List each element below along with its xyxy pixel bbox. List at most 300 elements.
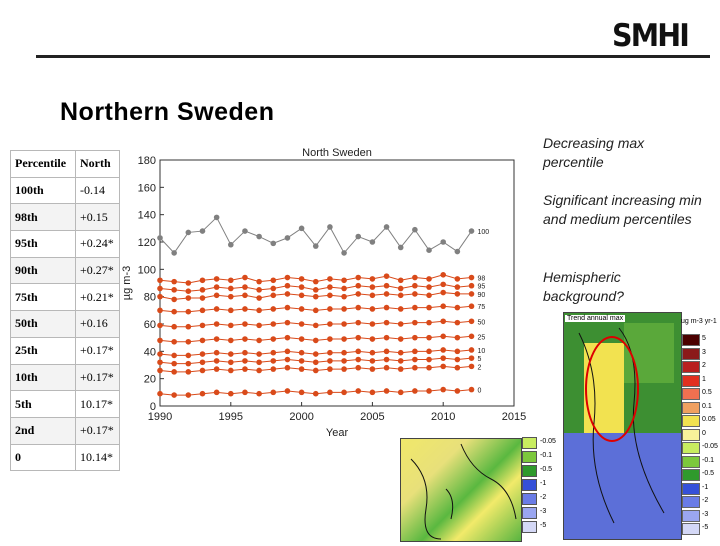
data-point: [270, 336, 276, 342]
data-point: [313, 287, 319, 293]
data-point: [242, 228, 248, 234]
data-point: [398, 245, 404, 251]
x-tick-label: 2015: [501, 411, 527, 423]
data-point: [426, 388, 432, 394]
data-point: [370, 276, 376, 282]
colorbar-label: 0.1: [702, 402, 712, 410]
data-point: [186, 339, 192, 345]
data-point: [299, 390, 305, 396]
y-tick-label: 100: [137, 264, 156, 277]
left-colorbar-swatch: [522, 507, 537, 519]
left-colorbar-label: -3: [540, 508, 547, 515]
percentile-cell: 25th: [11, 337, 76, 364]
data-point: [157, 368, 163, 374]
data-point: [171, 279, 177, 285]
colorbar-label: 0.05: [702, 416, 716, 423]
data-point: [256, 323, 262, 329]
trend-value-cell: +0.17*: [76, 337, 120, 364]
percentile-cell: 100th: [11, 177, 76, 204]
left-colorbar-swatch: [522, 493, 537, 505]
y-tick-label: 40: [143, 346, 156, 359]
data-point: [157, 294, 163, 300]
data-point: [200, 308, 206, 314]
data-point: [214, 306, 220, 312]
data-point: [341, 390, 347, 396]
table-header-north: North: [76, 151, 120, 178]
data-point: [299, 226, 305, 232]
data-point: [412, 320, 418, 326]
data-point: [200, 277, 206, 283]
colorbar-swatch: [682, 442, 700, 454]
data-point: [256, 295, 262, 301]
data-point: [469, 347, 475, 353]
data-point: [412, 357, 418, 363]
x-tick-label: 2010: [430, 411, 456, 423]
data-point: [228, 359, 234, 365]
data-point: [370, 336, 376, 342]
colorbar-label: 2: [702, 362, 706, 369]
data-point: [299, 293, 305, 299]
data-point: [214, 366, 220, 372]
data-point: [299, 366, 305, 372]
data-point: [157, 391, 163, 397]
data-point: [270, 366, 276, 372]
percentile-cell: 0: [11, 444, 76, 471]
data-point: [313, 279, 319, 285]
data-point: [186, 353, 192, 359]
data-point: [341, 350, 347, 356]
data-point: [327, 284, 333, 290]
trend-value-cell: +0.16: [76, 311, 120, 338]
data-point: [355, 349, 361, 355]
table-header-percentile: Percentile: [11, 151, 76, 178]
data-point: [186, 361, 192, 367]
colorbar-swatch: [682, 375, 700, 387]
data-point: [341, 306, 347, 312]
trend-value-cell: +0.24*: [76, 231, 120, 258]
data-point: [256, 391, 262, 397]
data-point: [341, 321, 347, 327]
colorbar-label: 0: [702, 429, 706, 437]
x-axis-label: Year: [325, 427, 349, 439]
data-point: [214, 336, 220, 342]
series-label: 2: [477, 364, 482, 372]
colorbar-swatch: [682, 523, 700, 535]
note-hemispheric: Hemispheric background?: [543, 269, 624, 304]
data-point: [469, 387, 475, 393]
data-point: [214, 358, 220, 364]
data-point: [157, 286, 163, 292]
percentile-cell: 5th: [11, 391, 76, 418]
data-point: [384, 365, 390, 371]
data-point: [228, 277, 234, 283]
percentile-cell: 2nd: [11, 417, 76, 444]
table-row: [11, 337, 120, 364]
data-point: [228, 391, 234, 397]
data-point: [412, 305, 418, 311]
trend-value-cell: +0.17*: [76, 417, 120, 444]
data-point: [355, 365, 361, 371]
data-point: [455, 388, 461, 394]
colorbar-label: -0.05: [702, 443, 718, 450]
data-point: [455, 284, 461, 290]
note-increasing-min: Significant increasing min and medium percentiles: [543, 192, 702, 227]
data-point: [299, 284, 305, 290]
x-tick-label: 2000: [289, 411, 314, 423]
data-point: [355, 291, 361, 297]
data-point: [270, 241, 276, 247]
data-point: [270, 321, 276, 327]
left-colorbar-label: -2: [540, 494, 547, 501]
data-point: [426, 293, 432, 299]
percentile-cell: 98th: [11, 204, 76, 231]
left-colorbar-label: -0.05: [540, 438, 556, 445]
data-point: [384, 357, 390, 363]
data-point: [341, 286, 347, 292]
data-point: [313, 391, 319, 397]
data-point: [398, 306, 404, 312]
data-point: [186, 288, 192, 294]
data-point: [228, 286, 234, 292]
data-point: [214, 321, 220, 327]
data-point: [242, 350, 248, 356]
data-point: [370, 350, 376, 356]
data-point: [327, 306, 333, 312]
data-point: [469, 275, 475, 281]
data-point: [228, 242, 234, 248]
data-point: [285, 305, 291, 311]
data-point: [412, 227, 418, 233]
table-row: [11, 311, 120, 338]
data-point: [341, 358, 347, 364]
y-tick-label: 0: [149, 401, 156, 413]
x-tick-label: 2005: [360, 411, 385, 423]
data-point: [327, 224, 333, 230]
data-point: [171, 250, 177, 256]
y-tick-label: 80: [143, 291, 156, 304]
data-point: [242, 293, 248, 299]
left-colorbar-label: -0.1: [540, 452, 553, 459]
colorbar-swatch: [682, 388, 700, 400]
coastline-lines-left: [401, 439, 521, 541]
data-point: [341, 250, 347, 256]
data-point: [398, 350, 404, 356]
data-point: [242, 336, 248, 342]
data-point: [327, 350, 333, 356]
data-point: [285, 283, 291, 289]
data-point: [355, 283, 361, 289]
data-point: [157, 351, 163, 357]
left-colorbar-swatch: [522, 479, 537, 491]
left-colorbar-label: -0.5: [540, 466, 553, 473]
highlight-ellipse: [585, 336, 639, 442]
data-point: [157, 308, 163, 314]
colorbar-label: -5: [702, 524, 709, 531]
data-point: [384, 305, 390, 311]
data-point: [355, 335, 361, 341]
colorbar-swatch: [682, 456, 700, 468]
data-point: [242, 284, 248, 290]
data-point: [285, 275, 291, 281]
map-unit: ug m-3 yr-1: [681, 318, 717, 325]
data-point: [270, 306, 276, 312]
data-point: [384, 335, 390, 341]
y-tick-label: 20: [143, 373, 156, 386]
data-point: [370, 390, 376, 396]
data-point: [313, 368, 319, 374]
table-row: [11, 204, 120, 231]
chart-title: North Sweden: [302, 147, 372, 159]
data-point: [398, 277, 404, 283]
data-point: [200, 368, 206, 374]
data-point: [355, 305, 361, 311]
data-point: [355, 234, 361, 240]
colorbar-swatch: [682, 415, 700, 427]
data-point: [440, 318, 446, 324]
data-point: [398, 390, 404, 396]
data-point: [440, 290, 446, 296]
y-tick-label: 60: [143, 319, 156, 331]
data-point: [270, 277, 276, 283]
data-point: [256, 234, 262, 240]
data-point: [455, 249, 461, 255]
data-point: [228, 308, 234, 314]
colorbar-label: 1: [702, 375, 706, 383]
data-point: [384, 291, 390, 297]
trend-value-cell: 10.17*: [76, 391, 120, 418]
data-point: [256, 338, 262, 344]
data-point: [157, 323, 163, 329]
left-colorbar-swatch: [522, 521, 537, 533]
data-point: [299, 321, 305, 327]
data-point: [270, 358, 276, 364]
data-point: [327, 366, 333, 372]
series-label: 75: [477, 304, 486, 312]
data-point: [370, 239, 376, 245]
data-point: [370, 284, 376, 290]
data-point: [398, 321, 404, 327]
colorbar-label: -2: [702, 497, 709, 504]
table-row: [11, 417, 120, 444]
data-point: [426, 247, 432, 253]
data-point: [469, 318, 475, 324]
data-point: [398, 366, 404, 372]
data-point: [412, 388, 418, 394]
data-point: [285, 388, 291, 394]
data-point: [242, 275, 248, 281]
data-point: [384, 283, 390, 289]
data-point: [455, 291, 461, 297]
series-label: 0: [477, 387, 482, 395]
table-row: [11, 257, 120, 284]
data-point: [299, 358, 305, 364]
data-point: [469, 334, 475, 340]
data-point: [256, 308, 262, 314]
data-point: [313, 308, 319, 314]
data-point: [186, 324, 192, 330]
data-point: [384, 224, 390, 230]
data-point: [242, 321, 248, 327]
series-label: 5: [477, 356, 482, 364]
colorbar-label: -0.1: [702, 456, 715, 464]
data-point: [299, 276, 305, 282]
series-label: 50: [477, 319, 486, 327]
colorbar-label: 0.5: [702, 389, 712, 396]
data-point: [440, 282, 446, 288]
data-point: [171, 361, 177, 367]
data-point: [242, 366, 248, 372]
data-point: [469, 291, 475, 297]
data-point: [412, 349, 418, 355]
table-header-row: [11, 151, 120, 178]
data-point: [469, 303, 475, 309]
data-point: [440, 303, 446, 309]
data-point: [398, 286, 404, 292]
colorbar-label: -3: [702, 510, 709, 518]
data-point: [426, 320, 432, 326]
table-row: [11, 364, 120, 391]
data-point: [228, 338, 234, 344]
data-point: [341, 366, 347, 372]
percentile-cell: 90th: [11, 257, 76, 284]
data-point: [186, 392, 192, 398]
data-point: [256, 279, 262, 285]
data-point: [426, 357, 432, 363]
data-point: [171, 297, 177, 303]
left-colorbar-label: -1: [540, 480, 547, 487]
data-point: [327, 336, 333, 342]
data-point: [299, 306, 305, 312]
series-label: 25: [477, 334, 486, 342]
y-tick-label: 140: [137, 209, 156, 222]
data-point: [171, 392, 177, 398]
data-point: [228, 368, 234, 374]
data-point: [256, 287, 262, 293]
data-point: [285, 335, 291, 341]
data-point: [228, 294, 234, 300]
data-point: [455, 357, 461, 363]
colorbar-label: 3: [702, 348, 706, 356]
data-point: [157, 277, 163, 283]
colorbar-swatch: [682, 483, 700, 495]
data-point: [200, 359, 206, 365]
table-row: [11, 444, 120, 471]
x-tick-label: 1995: [218, 411, 244, 423]
data-point: [313, 351, 319, 357]
data-point: [214, 390, 220, 396]
data-point: [398, 358, 404, 364]
colorbar-label: -1: [702, 483, 709, 491]
table-row: [11, 284, 120, 311]
data-point: [327, 390, 333, 396]
data-point: [398, 336, 404, 342]
data-point: [200, 228, 206, 234]
smhi-logo: SMHI: [612, 18, 689, 54]
data-point: [327, 276, 333, 282]
trend-value-cell: +0.17*: [76, 364, 120, 391]
data-point: [341, 336, 347, 342]
data-point: [214, 293, 220, 299]
data-point: [412, 275, 418, 281]
colorbar-swatch: [682, 469, 700, 481]
trend-map-left: [400, 438, 522, 542]
data-point: [313, 323, 319, 329]
x-tick-label: 1990: [147, 411, 173, 423]
data-point: [455, 335, 461, 341]
data-point: [171, 324, 177, 330]
data-point: [171, 309, 177, 315]
series-label: 95: [477, 283, 486, 291]
data-point: [270, 293, 276, 299]
data-point: [355, 388, 361, 394]
data-point: [200, 295, 206, 301]
left-colorbar-swatch: [522, 465, 537, 477]
data-point: [355, 357, 361, 363]
data-point: [384, 320, 390, 326]
data-point: [440, 364, 446, 370]
left-colorbar-label: -5: [540, 522, 547, 529]
data-point: [200, 391, 206, 397]
data-point: [256, 359, 262, 365]
data-point: [440, 272, 446, 278]
data-point: [285, 291, 291, 297]
data-point: [256, 351, 262, 357]
colorbar-swatch: [682, 510, 700, 522]
series-label: 90: [477, 291, 486, 299]
trend-value-cell: 10.14*: [76, 444, 120, 471]
colorbar-swatch: [682, 496, 700, 508]
data-point: [440, 334, 446, 340]
colorbar-swatch: [682, 429, 700, 441]
table-row: [11, 391, 120, 418]
left-colorbar-swatch: [522, 437, 537, 449]
series-label: 100: [477, 229, 490, 237]
data-point: [200, 338, 206, 344]
data-point: [186, 295, 192, 301]
data-point: [469, 364, 475, 370]
data-point: [214, 284, 220, 290]
data-point: [384, 273, 390, 279]
data-point: [299, 350, 305, 356]
data-point: [469, 355, 475, 361]
data-point: [426, 335, 432, 341]
data-point: [285, 235, 291, 241]
y-tick-label: 120: [137, 237, 156, 249]
data-point: [313, 243, 319, 249]
data-point: [426, 349, 432, 355]
data-point: [384, 349, 390, 355]
data-point: [157, 235, 163, 241]
data-point: [412, 335, 418, 341]
data-point: [412, 291, 418, 297]
data-point: [370, 358, 376, 364]
data-point: [426, 284, 432, 290]
data-point: [341, 294, 347, 300]
data-point: [370, 306, 376, 312]
y-tick-label: 180: [137, 155, 156, 167]
data-point: [313, 338, 319, 344]
data-point: [355, 320, 361, 326]
data-point: [412, 365, 418, 371]
trend-value-cell: +0.27*: [76, 257, 120, 284]
data-point: [440, 347, 446, 353]
colorbar-swatch: [682, 402, 700, 414]
data-point: [455, 305, 461, 311]
colorbar-swatch: [682, 348, 700, 360]
percentile-cell: 10th: [11, 364, 76, 391]
data-point: [171, 353, 177, 359]
data-point: [455, 349, 461, 355]
